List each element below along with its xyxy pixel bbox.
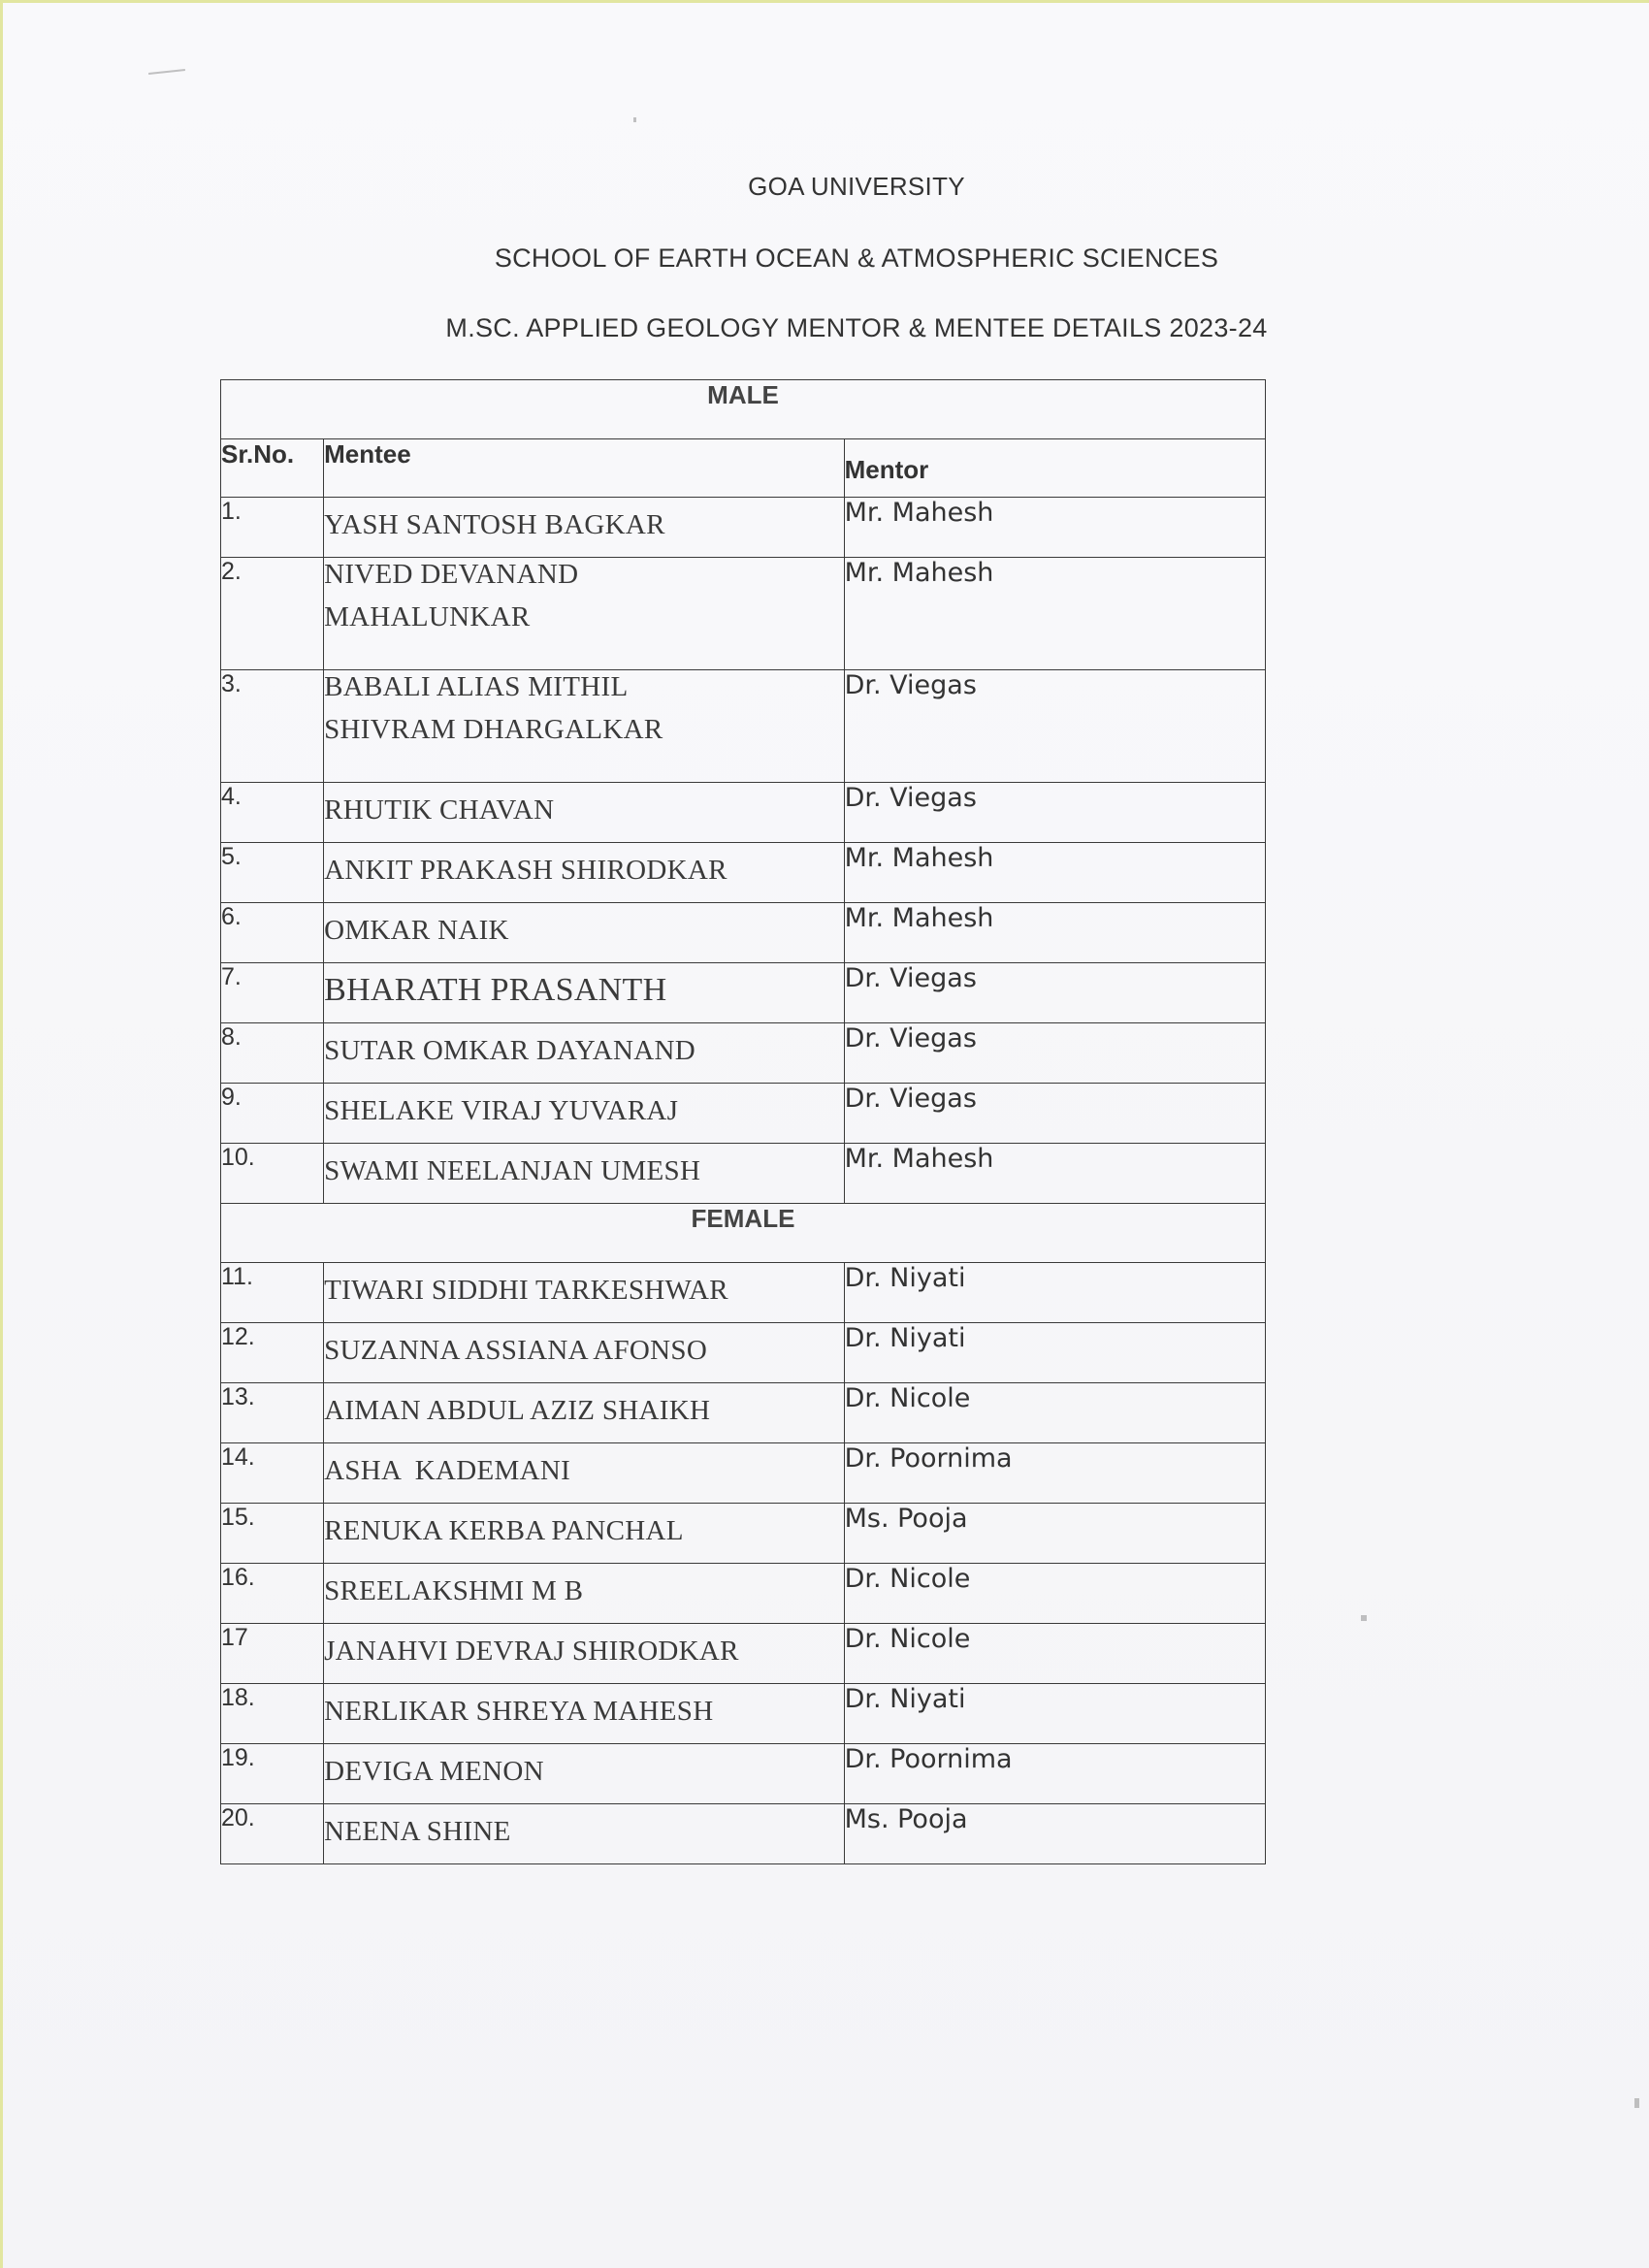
mentee-name: OMKAR NAIK [324, 903, 844, 963]
table-row [221, 1564, 1266, 1624]
column-header-sr: Sr.No. [221, 439, 324, 498]
scan-mark [633, 117, 636, 122]
table-row [221, 1624, 1266, 1684]
section-label-female: FEMALE [221, 1204, 1266, 1263]
mentee-name-line: SHIVRAM DHARGALKAR [324, 714, 663, 745]
sr-number: 19. [221, 1744, 324, 1804]
table-row [221, 1323, 1266, 1383]
mentor-name: Mr. Mahesh [844, 903, 1265, 963]
mentee-name: SWAMI NEELANJAN UMESH [324, 1144, 844, 1204]
sr-number: 5. [221, 843, 324, 903]
mentor-name: Dr. Viegas [844, 783, 1265, 843]
mentor-name: Dr. Nicole [844, 1564, 1265, 1624]
table-header [221, 439, 1266, 498]
mentee-name: AIMAN ABDUL AZIZ SHAIKH [324, 1383, 844, 1443]
table-row [221, 1504, 1266, 1564]
sr-number: 3. [221, 670, 324, 783]
mentor-name: Dr. Niyati [844, 1684, 1265, 1744]
mentee-name: ASHA KADEMANI [324, 1443, 844, 1504]
table-row [221, 1684, 1266, 1744]
mentee-name-line: BABALI ALIAS MITHIL [324, 671, 629, 702]
table-row [221, 1804, 1266, 1864]
mentee-name: BHARATH PRASANTH [324, 963, 844, 1023]
sr-number: 12. [221, 1323, 324, 1383]
table-row [221, 843, 1266, 903]
mentee-name-line: MAHALUNKAR [324, 601, 531, 632]
mentee-name-line: NIVED DEVANAND [324, 559, 579, 590]
sr-number: 15. [221, 1504, 324, 1564]
table-row [221, 903, 1266, 963]
mentee-name [324, 558, 844, 670]
section-male [221, 380, 1266, 439]
mentor-name: Dr. Poornima [844, 1443, 1265, 1504]
sr-number: 1. [221, 498, 324, 558]
table-row [221, 1383, 1266, 1443]
mentor-name: Dr. Nicole [844, 1383, 1265, 1443]
table-row [221, 1144, 1266, 1204]
sr-number: 4. [221, 783, 324, 843]
mentee-name: RENUKA KERBA PANCHAL [324, 1504, 844, 1564]
mentor-name: Dr. Niyati [844, 1323, 1265, 1383]
scan-mark [1634, 2098, 1639, 2108]
sr-number: 7. [221, 963, 324, 1023]
mentee-name: NERLIKAR SHREYA MAHESH [324, 1684, 844, 1744]
column-header-mentee: Mentee [324, 439, 844, 498]
mentor-name: Dr. Viegas [844, 670, 1265, 783]
mentor-name: Mr. Mahesh [844, 498, 1265, 558]
sr-number: 2. [221, 558, 324, 670]
section-female [221, 1204, 1266, 1263]
table-row [221, 1084, 1266, 1144]
mentee-name: DEVIGA MENON [324, 1744, 844, 1804]
mentor-name: Ms. Pooja [844, 1804, 1265, 1864]
mentor-name: Dr. Viegas [844, 1023, 1265, 1084]
scan-mark [148, 69, 185, 75]
mentee-name: SHELAKE VIRAJ YUVARAJ [324, 1084, 844, 1144]
sr-number: 14. [221, 1443, 324, 1504]
mentee-name: TIWARI SIDDHI TARKESHWAR [324, 1263, 844, 1323]
mentee-name: JANAHVI DEVRAJ SHIRODKAR [324, 1624, 844, 1684]
mentor-name: Dr. Viegas [844, 1084, 1265, 1144]
mentor-mentee-table [220, 379, 1266, 1864]
table-row [221, 670, 1266, 783]
sr-number: 17 [221, 1624, 324, 1684]
sr-number: 18. [221, 1684, 324, 1744]
column-header-mentor: Mentor [844, 439, 1265, 498]
mentor-name: Ms. Pooja [844, 1504, 1265, 1564]
sr-number: 13. [221, 1383, 324, 1443]
sr-number: 11. [221, 1263, 324, 1323]
mentee-name: SUTAR OMKAR DAYANAND [324, 1023, 844, 1084]
table-row [221, 1263, 1266, 1323]
mentee-name: NEENA SHINE [324, 1804, 844, 1864]
table-row [221, 963, 1266, 1023]
sr-number: 6. [221, 903, 324, 963]
mentor-name: Mr. Mahesh [844, 1144, 1265, 1204]
table-row [221, 783, 1266, 843]
mentee-name: YASH SANTOSH BAGKAR [324, 498, 844, 558]
mentor-name: Dr. Niyati [844, 1263, 1265, 1323]
mentor-name: Mr. Mahesh [844, 558, 1265, 670]
mentor-name: Dr. Nicole [844, 1624, 1265, 1684]
section-label-male: MALE [221, 380, 1266, 439]
mentee-name [324, 670, 844, 783]
table-row [221, 1443, 1266, 1504]
mentee-name: RHUTIK CHAVAN [324, 783, 844, 843]
table-row [221, 1023, 1266, 1084]
sr-number: 8. [221, 1023, 324, 1084]
mentor-name: Dr. Poornima [844, 1744, 1265, 1804]
sr-number: 16. [221, 1564, 324, 1624]
university-name: GOA UNIVERSITY [748, 172, 965, 201]
mentee-name: ANKIT PRAKASH SHIRODKAR [324, 843, 844, 903]
scan-mark [1361, 1615, 1367, 1621]
table-row [221, 1744, 1266, 1804]
sr-number: 10. [221, 1144, 324, 1204]
mentee-name: SREELAKSHMI M B [324, 1564, 844, 1624]
sr-number: 9. [221, 1084, 324, 1144]
mentor-name: Mr. Mahesh [844, 843, 1265, 903]
document-title: M.SC. APPLIED GEOLOGY MENTOR & MENTEE DETAILS 2023-24 [445, 313, 1268, 342]
school-name: SCHOOL OF EARTH OCEAN & ATMOSPHERIC SCIENCES [494, 243, 1219, 273]
table-row [221, 558, 1266, 670]
sr-number: 20. [221, 1804, 324, 1864]
mentor-name: Dr. Viegas [844, 963, 1265, 1023]
mentee-name: SUZANNA ASSIANA AFONSO [324, 1323, 844, 1383]
